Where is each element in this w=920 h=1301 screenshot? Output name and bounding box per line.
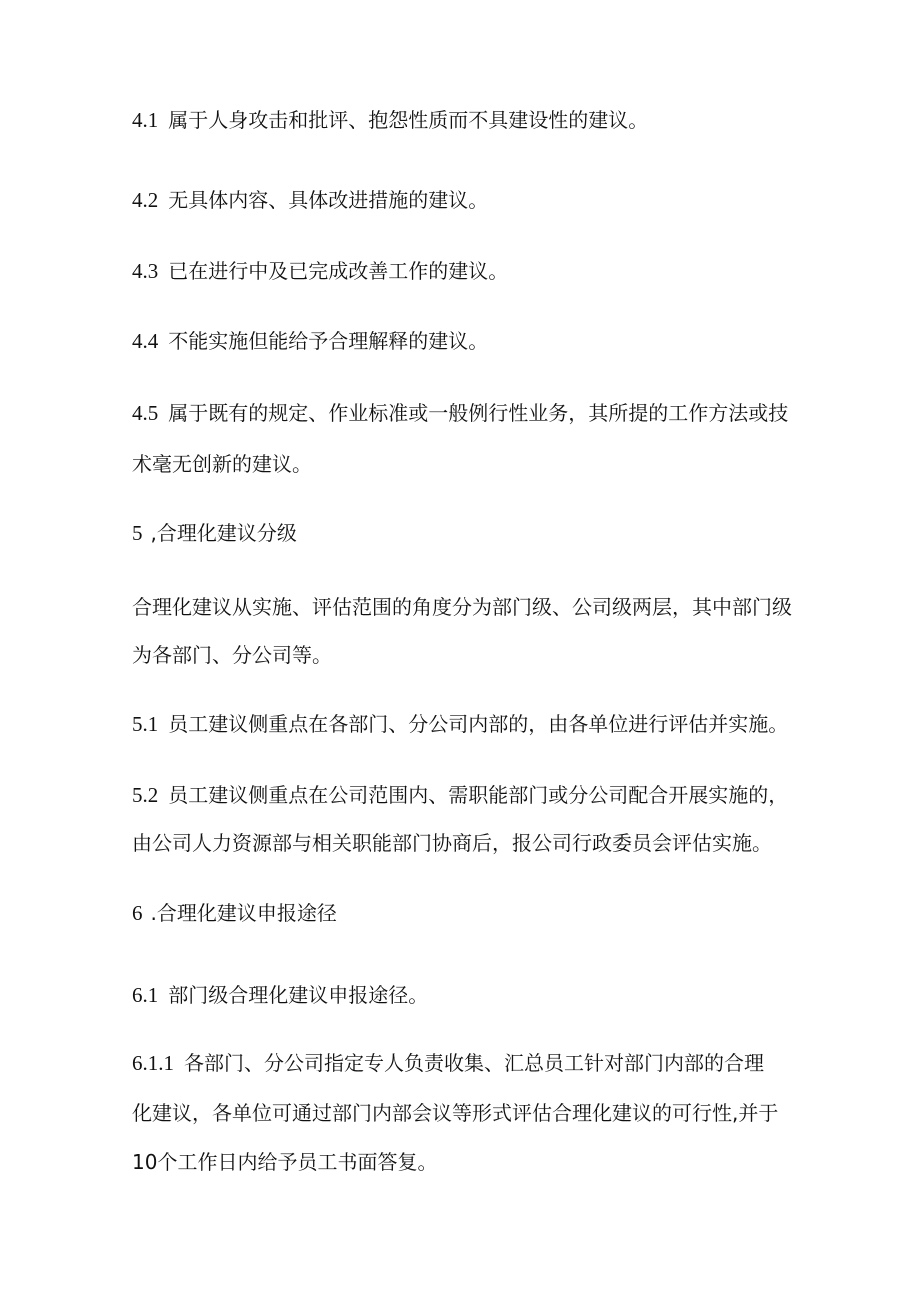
paragraph-text: 合理化建议从实施、评估范围的角度分为部门级、公司级两层，其中部门级 <box>132 595 792 619</box>
clause-4-4 <box>132 328 488 354</box>
clause-number: 5.1 <box>132 712 159 736</box>
clause-number: 4.1 <box>132 108 159 132</box>
clause-text: 无具体内容、具体改进措施的建议。 <box>168 188 489 212</box>
paragraph-text: 为各部门、分公司等。 <box>132 643 332 667</box>
clause-text: 已在进行中及已完成改善工作的建议。 <box>168 259 509 283</box>
section-title: ,合理化建议分级 <box>150 521 297 545</box>
section-title: .合理化建议申报途径 <box>150 901 337 925</box>
clause-text: 10个工作日内给予员工书面答复。 <box>132 1150 438 1174</box>
clause-text: 员工建议侧重点在各部门、分公司内部的，由各单位进行评估并实施。 <box>168 712 789 736</box>
clause-text: 各部门、分公司指定专人负责收集、汇总员工针对部门内部的合理 <box>184 1051 764 1075</box>
clause-6-1 <box>132 982 428 1008</box>
clause-text: 化建议，各单位可通过部门内部会议等形式评估合理化建议的可行性,并于 <box>132 1101 779 1125</box>
clause-number: 6.1.1 <box>132 1051 174 1075</box>
clause-6-1-1-continued <box>132 1149 437 1175</box>
section-number: 6 <box>132 901 143 925</box>
section-5-heading <box>132 520 297 546</box>
clause-text: 术毫无创新的建议。 <box>132 452 312 476</box>
section-5-intro <box>132 594 792 620</box>
section-number: 5 <box>132 521 143 545</box>
clause-text: 员工建议侧重点在公司范围内、需职能部门或分公司配合开展实施的， <box>168 783 789 807</box>
clause-number: 4.2 <box>132 188 159 212</box>
clause-number: 4.4 <box>132 329 159 353</box>
clause-5-2 <box>132 782 788 808</box>
clause-4-5-continued <box>132 451 312 477</box>
clause-number: 6.1 <box>132 983 159 1007</box>
clause-4-5 <box>132 400 788 426</box>
clause-number: 5.2 <box>132 783 159 807</box>
clause-text: 不能实施但能给予合理解释的建议。 <box>168 329 489 353</box>
clause-number: 4.5 <box>132 401 159 425</box>
clause-6-1-1-continued <box>132 1100 778 1126</box>
clause-5-1 <box>132 711 788 737</box>
clause-4-3 <box>132 258 508 284</box>
clause-text: 属于既有的规定、作业标准或一般例行性业务，其所提的工作方法或技 <box>168 401 789 425</box>
clause-text: 由公司人力资源部与相关职能部门协商后，报公司行政委员会评估实施。 <box>132 831 772 855</box>
clause-number: 4.3 <box>132 259 159 283</box>
clause-5-2-continued <box>132 830 772 856</box>
section-6-heading <box>132 900 337 926</box>
clause-4-1 <box>132 107 648 133</box>
clause-6-1-1 <box>132 1050 764 1076</box>
clause-4-2 <box>132 187 488 213</box>
clause-text: 部门级合理化建议申报途径。 <box>168 983 429 1007</box>
clause-text: 属于人身攻击和批评、抱怨性质而不具建设性的建议。 <box>168 108 649 132</box>
section-5-intro-continued <box>132 642 332 668</box>
